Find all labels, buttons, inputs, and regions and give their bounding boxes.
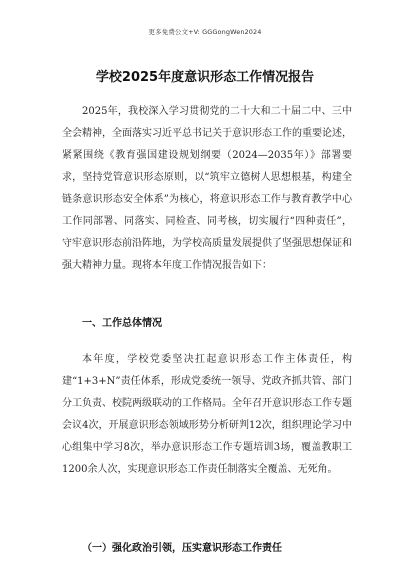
subsection-heading-political-guidance: （一）强化政治引领，压实意识形态工作责任 [82, 543, 282, 554]
header-note: 更多免费公文+V: GGGongWen2024 [148, 28, 262, 36]
section1-paragraph: 本年度，学校党委坚决扛起意识形态工作主体责任，构建“1+3+N”责任体系，形成党委统一领导、党政齐抓共管、部门分工负责、校院两级联动的工作格局。全年召开意识形态工作专题会议4次，开展意识形态领域形势分析研判12次，组织理论学习中心组集中学习8次，举办意识形态工作专题培训3场，覆盖教职工1200余人次，实现意识形态工作责任制落实全覆盖、无死角。 [62, 354, 352, 475]
intro-paragraph: 2025年，我校深入学习贯彻党的二十大和二十届二中、三中全会精神，全面落实习近平总书记关于意识形态工作的重要论述，紧紧围绕《教育强国建设规划纲要（2024—2035年）》部署要求，坚持党管意识形态原则，以“筑牢立德树人思想根基，构建全链条意识形态安全体系”为核心，将意识形态工作与教育教学中心工作同部署、同落实、同检查、同考核，切实履行“四种责任”，守牢意识形态前沿阵地，为学校高质量发展提供了坚强思想保证和强大精神力量。现将本年度工作情况报告如下： [62, 106, 352, 271]
document-title: 学校2025年度意识形态工作情况报告 [95, 70, 315, 85]
section-heading-overall: 一、工作总体情况 [82, 318, 162, 329]
